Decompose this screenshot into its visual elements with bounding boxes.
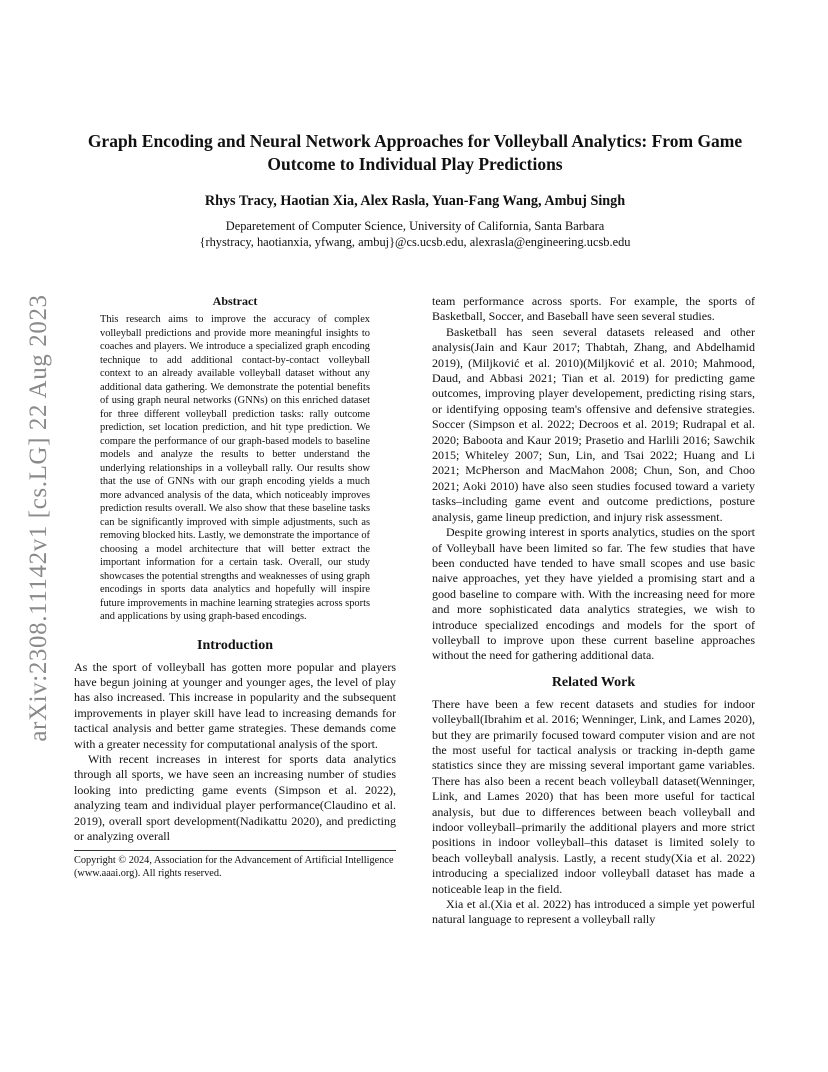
introduction-paragraph: As the sport of volleyball has gotten more popular and players have begun joining at younger and younger ages, the level of play has also increased. This increase in popularity and the subsequent improvements in player skill have lead to increasing demands for tactical analysis and better game strategies. These demands come with a greater necessity for computational analysis of the sport. xyxy=(74,659,396,751)
related-work-paragraph: Xia et al.(Xia et al. 2022) has introduced a simple yet powerful natural language to represent a volleyball rally xyxy=(432,897,755,927)
right-column xyxy=(432,294,755,928)
abstract-section xyxy=(100,294,370,624)
affiliation-line: Deparetement of Computer Science, University of California, Santa Barbara xyxy=(225,219,605,233)
body-paragraph: Basketball has seen several datasets released and other analysis(Jain and Kaur 2017; Thabtah, Zhang, and Abdelhamid 2019), (Miljković et al. 2010)(Miljković et al. 2010; Mahmood, Daud, and Abbasi 2021; Tian et al. 2019) for predicting game outcomes, improving player developement, predicting rising stars, or identifying opposing team's offensive and defensive strategies. Soccer (Simpson et al. 2022; Decroos et al. 2019; Rudrapal et al. 2020; Baboota and Kaur 2019; Prasetio and Harlili 2016; Sawchik 2015; Whiteley 2007; Sun, Lin, and Tsai 2022; Huang and Li 2021; McPherson and MacMahon 2008; Chun, Son, and Choo 2021; Aoki 2010) have also seen studies focused toward a variety tasks–including game event and outcome predictions, posture analysis, game lineup prediction, and injury risk assessment. xyxy=(432,324,755,524)
abstract-text: This research aims to improve the accuracy of complex volleyball predictions and provide more meaningful insights to coaches and players. We introduce a specialized graph encoding technique to add additional contact-by-contact volleyball context to an already available volleyball dataset without any additional data gathering. We demonstrate the potential benefits of using graph neural networks (GNNs) on this enriched dataset for three different volleyball prediction tasks: rally outcome prediction, set location prediction, and hit type prediction. We compare the performance of our graph-based models to baseline models and analyze the results to better understand the underlying relationships in a volleyball rally. Our results show that the use of GNNs with our graph encoding yields a much more advanced analysis of the data, which noticeably improves prediction results overall. We also show that these baseline tasks can be significantly improved with simple adjustments, such as removing blocked hits. Lastly, we demonstrate the importance of choosing a model architecture that will better extract the important information for a certain task. Overall, our study showcases the potential strengths and weaknesses of using graph encodings in sports data analytics and hopefully will inspire future improvements in machine learning strategies across sports and applications by using graph-based encodings. xyxy=(100,314,370,622)
body-paragraph: team performance across sports. For example, the sports of Basketball, Soccer, and Baseball have seen several studies. xyxy=(432,294,755,324)
related-work-heading: Related Work xyxy=(551,674,636,690)
author-list: Rhys Tracy, Haotian Xia, Alex Rasla, Yuan-Fang Wang, Ambuj Singh xyxy=(204,193,626,209)
arxiv-stamp xyxy=(14,278,64,758)
paper-title: Graph Encoding and Neural Network Approaches for Volleyball Analytics: From Game Outcome to Individual Play Predictions xyxy=(87,131,743,174)
affiliation-block xyxy=(70,218,760,250)
abstract-heading: Abstract xyxy=(212,294,258,308)
arxiv-id-text: arXiv:2308.11142v1 [cs.LG] 22 Aug 2023 xyxy=(25,294,52,742)
body-paragraph: Despite growing interest in sports analytics, studies on the sport of Volleyball have been limited so far. The few studies that have been conducted have tended to have small scopes and use basic naive approaches, yet they have yielded a promising start and a good baseline to compare with. With the increasing need for more and more sophisticated data analytics strategies, we wish to introduce specialized encodings and models for the sport of volleyball to improve upon these current baseline approaches without the need for gathering additional data. xyxy=(432,525,755,663)
left-column xyxy=(74,294,396,880)
copyright-footnote: Copyright © 2024, Association for the Advancement of Artificial Intelligence (www.aaai.org). All rights reserved. xyxy=(74,850,396,880)
related-work-paragraph: There have been a few recent datasets and studies for indoor volleyball(Ibrahim et al. 2016; Wenninger, Link, and Lames 2020), but they are primarily focused toward computer vision and are not the most useful for tactical analysis or tracking in-depth game statistics since they are missing several important game variables. There has also been a recent beach volleyball dataset(Wenninger, Link, and Lames 2020) that has been more useful for tactical analysis, but due to differences between beach volleyball and indoor volleyball–primarily the additional players and more strict positions in indoor volleyball–this dataset is limited solely to beach volleyball analysis. Lastly, a recent study(Xia et al. 2022) introducing a specialized indoor volleyball dataset has made a noticeable leap in the field. xyxy=(432,696,755,896)
email-line: {rhystracy, haotianxia, yfwang, ambuj}@cs.ucsb.edu, alexrasla@engineering.ucsb.edu xyxy=(199,235,631,249)
introduction-paragraph: With recent increases in interest for sports data analytics through all sports, we have seen an increasing number of studies looking into predicting game events (Simpson et al. 2022), analyzing team and individual player performance(Claudino et al. 2019), overall sport development(Nadikattu 2020), and predicting or analyzing overall xyxy=(74,751,396,843)
introduction-heading: Introduction xyxy=(197,637,273,653)
